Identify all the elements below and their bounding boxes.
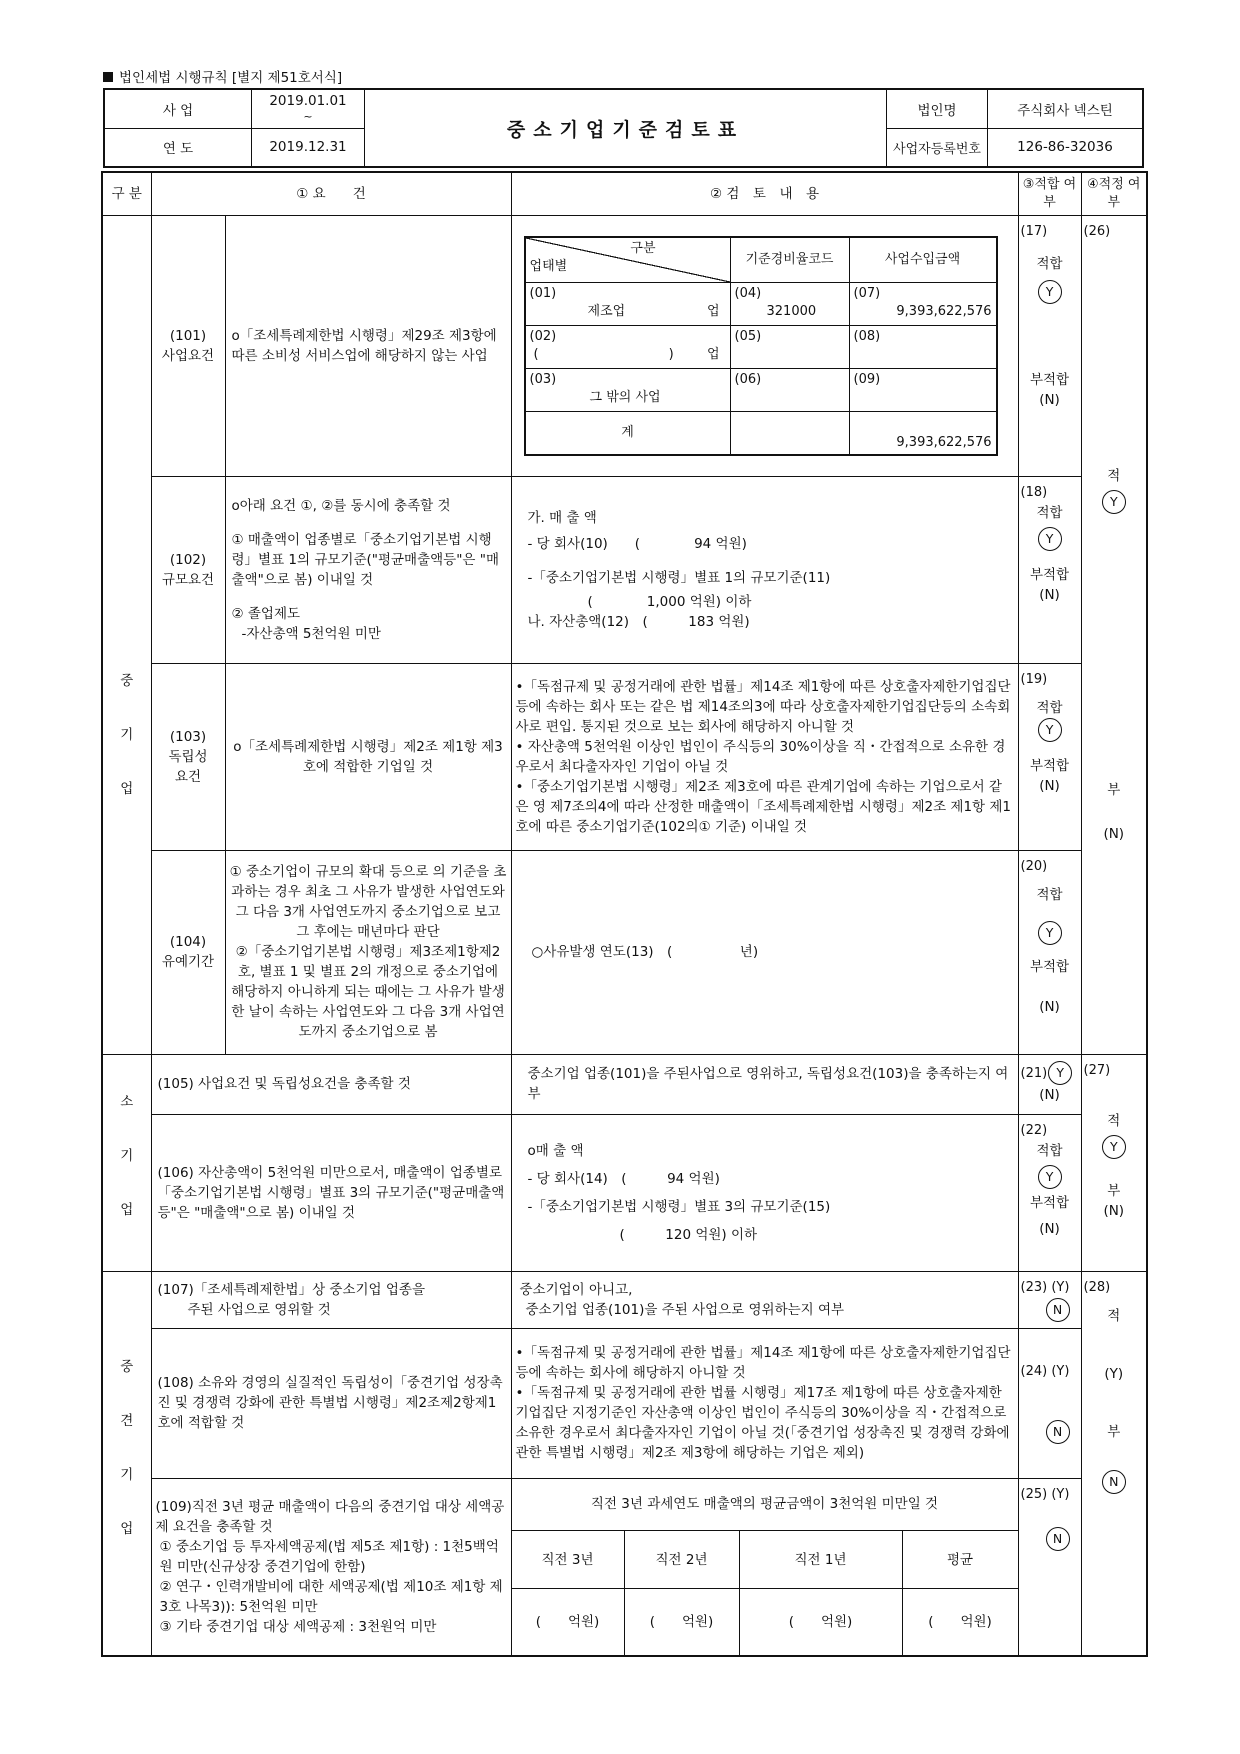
row109-fit: (25) (Y) N bbox=[1018, 1478, 1081, 1656]
row109-requirement: (109)직전 3년 평균 매출액이 다음의 중견기업 대상 세액공제 요건을 충족할 것 ① 중소기업 등 투자세액공제(법 제5조 제1항) : 1천5백억원 미만(신규상장 중견기업에 한함) ② 연구・인력개발비에 대한 세액공제(법 제10조 제1항 제3호 나목3)): 5천억원 미만 ③ 기타 중견기업 대상 세액공제 : 3천원억 미만 bbox=[151, 1478, 511, 1656]
reg-no-value: 126-86-32036 bbox=[988, 128, 1144, 167]
corp-name-label: 법인명 bbox=[887, 89, 988, 128]
form-caption: 법인세법 시행규칙 [별지 제51호서식] bbox=[103, 66, 342, 86]
yes-circle-icon: Y bbox=[1038, 527, 1062, 551]
period-start: 2019.01.01 ~ bbox=[252, 89, 365, 128]
row101-fit: (17) 적합 Y 부적합 (N) bbox=[1018, 215, 1081, 476]
col-category: 구 분 bbox=[102, 172, 151, 215]
square-bullet-icon bbox=[103, 72, 113, 82]
header-table bbox=[103, 88, 1144, 168]
industry-revenue-table: 구분 업태별 기준경비율코드 사업수입금액 (01) 제조업 업 (04) 321000 (07) 9,393,622,576 (02) ( ) 업 (05) (08) (03) 그 밖의 사업 (06) (09) 계 9,393,622,576 bbox=[524, 236, 998, 456]
row109-review bbox=[511, 1478, 1018, 1656]
row108-fit: (24) (Y) N bbox=[1018, 1328, 1081, 1478]
row106-fit: (22) 적합 Y 부적합 (N) bbox=[1018, 1114, 1081, 1271]
industry-row-1: (01) 제조업 업 bbox=[525, 282, 731, 325]
page-title: 중소기업기준검토표 bbox=[365, 89, 887, 167]
period-end: 2019.12.31 bbox=[252, 128, 365, 167]
section-mid: 중 견 기 업 bbox=[102, 1271, 151, 1656]
row103-review: •「독점규제 및 공정거래에 관한 법률」제14조 제1항에 따른 상호출자제한기업집단등에 속하는 회사 또는 같은 법 제14조의3에 따라 상호출자제한기업집단등의 소속회사로 편입. 통지된 것으로 보는 회사에 해당하지 아니할 것 • 자산총액 5천억원 이상인 법인이 주식등의 30%이상을 직・간접적으로 소유한 경우로서 최다출자자인 기업이 아닐 것 •「중소기업기본법 시행령」제2조 제3호에 따른 관계기업에 속하는 기업으로서 같은 영 제7조의4에 따라 산정한 매출액이「조세특례제한법 시행령」제2조 제1항 제1호에 따른 중소기업기준(102의① 기준) 이내일 것 bbox=[511, 663, 1018, 850]
avg-revenue-table: 직전 3년 과세연도 매출액의 평균금액이 3천억원 미만일 것 직전 3년 직전 2년 직전 1년 평균 ( 억원) ( 억원) ( 억원) ( 억원) bbox=[512, 1479, 1018, 1656]
row108-review: •「독점규제 및 공정거래에 관한 법률」제14조 제1항에 따른 상호출자제한기업집단등에 속하는 회사에 해당하지 아니할 것 •「독점규제 및 공정거래에 관한 법률 시행령」제17조 제1항에 따른 상호출자제한기업집단 지정기준인 자산총액 이상인 법인이 주식등의 30%이상을 직・간접적으로 소유한 경우로서 최다출자자인 기업이 아닐 것(「중견기업 성장촉진 및 경쟁력 강화에 관한 특별법 시행령」제2조 제3항에 해당하는 기업은 제외) bbox=[511, 1328, 1018, 1478]
mid-final-fit: (28) 적 (Y) 부 N bbox=[1081, 1271, 1147, 1656]
row101-label: (101) 사업요건 bbox=[151, 215, 225, 476]
row107-review: 중소기업이 아니고, 중소기업 업종(101)을 주된 사업으로 영위하는지 여부 bbox=[511, 1271, 1018, 1328]
row102-label: (102) 규모요건 bbox=[151, 476, 225, 663]
col-review: ② 검 토 내 용 bbox=[511, 172, 1018, 215]
no-circle-icon: N bbox=[1046, 1420, 1070, 1444]
yes-circle-icon: Y bbox=[1102, 490, 1126, 514]
yes-circle-icon: Y bbox=[1048, 1061, 1072, 1085]
col-fit: ③적합 여부 bbox=[1018, 172, 1081, 215]
col-fit-final: ④적정 여부 bbox=[1081, 172, 1147, 215]
review-table bbox=[101, 171, 1148, 1657]
row106-review: ο매 출 액 - 당 회사(14) ( 94 억원) -「중소기업기본법 시행령」별표 3의 규모기준(15) ( 120 억원) 이하 bbox=[511, 1114, 1018, 1271]
row104-fit: (20) 적합 Y 부적합 (N) bbox=[1018, 850, 1081, 1054]
reg-no-label: 사업자등록번호 bbox=[887, 128, 988, 167]
row106-requirement: (106) 자산총액이 5천억원 미만으로서, 매출액이 업종별로「중소기업기본법 시행령」별표 3의 규모기준("평균매출액등"은 "매출액"으로 봄) 이내일 것 bbox=[151, 1114, 511, 1271]
no-circle-icon: N bbox=[1102, 1470, 1126, 1494]
diag-header-cell: 구분 업태별 bbox=[525, 237, 731, 283]
row108-requirement: (108) 소유와 경영의 실질적인 독립성이「중견기업 성장촉진 및 경쟁력 강화에 관한 특별법 시행령」제2조제2항제1호에 적합할 것 bbox=[151, 1328, 511, 1478]
row103-requirement: ο「조세특례제한법 시행령」제2조 제1항 제3호에 적합한 기업일 것 bbox=[225, 663, 511, 850]
yes-circle-icon: Y bbox=[1038, 1165, 1062, 1189]
section-sme: 중 기 업 bbox=[102, 215, 151, 1054]
row105-requirement: (105) 사업요건 및 독립성요건을 충족할 것 bbox=[151, 1054, 511, 1114]
corp-name-value: 주식회사 넥스틴 bbox=[988, 89, 1144, 128]
row107-fit: (23) (Y) N bbox=[1018, 1271, 1081, 1328]
section-small: 소 기 업 bbox=[102, 1054, 151, 1271]
yes-circle-icon: Y bbox=[1102, 1135, 1126, 1159]
no-circle-icon: N bbox=[1046, 1298, 1070, 1322]
yes-circle-icon: Y bbox=[1038, 921, 1062, 945]
sme-final-fit: (26) 적 Y 부 (N) bbox=[1081, 215, 1147, 1054]
row101-review bbox=[511, 215, 1018, 476]
row102-review: 가. 매 출 액 - 당 회사(10) ( 94 억원) -「중소기업기본법 시행령」별표 1의 규모기준(11) ( 1,000 억원) 이하 나. 자산총액(12) ( 183 억원) bbox=[511, 476, 1018, 663]
industry-row-3: (03) 그 밖의 사업 bbox=[525, 368, 731, 411]
row103-fit: (19) 적합 Y 부적합 (N) bbox=[1018, 663, 1081, 850]
yes-circle-icon: Y bbox=[1038, 718, 1062, 742]
yes-circle-icon: Y bbox=[1038, 280, 1062, 304]
col-requirement: ① 요 건 bbox=[151, 172, 511, 215]
row101-requirement: ο「조세특례제한법 시행령」제29조 제3항에 따른 소비성 서비스업에 해당하지 않는 사업 bbox=[225, 215, 511, 476]
row105-fit: (21) Y (N) bbox=[1018, 1054, 1081, 1114]
row103-label: (103) 독립성 요건 bbox=[151, 663, 225, 850]
year-label-bottom: 연 도 bbox=[104, 128, 252, 167]
row102-fit: (18) 적합 Y 부적합 (N) bbox=[1018, 476, 1081, 663]
row105-review: 중소기업 업종(101)을 주된사업으로 영위하고, 독립성요건(103)을 충족하는지 여부 bbox=[511, 1054, 1018, 1114]
row107-requirement: (107)「조세특례제한법」상 중소기업 업종을 주된 사업으로 영위할 것 bbox=[151, 1271, 511, 1328]
row104-review: ○사유발생 연도(13) ( 년) bbox=[511, 850, 1018, 1054]
no-circle-icon: N bbox=[1046, 1527, 1070, 1551]
row102-requirement: ο아래 요건 ①, ②를 동시에 충족할 것 ① 매출액이 업종별로「중소기업기본법 시행령」별표 1의 규모기준("평균매출액등"은 "매출액"으로 봄) 이내일 것 ② 졸업제도 -자산총액 5천억원 미만 bbox=[225, 476, 511, 663]
industry-row-2: (02) ( ) 업 bbox=[525, 325, 731, 368]
small-final-fit: (27) 적 Y 부 (N) bbox=[1081, 1054, 1147, 1271]
row104-label: (104) 유예기간 bbox=[151, 850, 225, 1054]
year-label-top: 사 업 bbox=[104, 89, 252, 128]
row104-requirement: ① 중소기업이 규모의 확대 등으로 의 기준을 초과하는 경우 최초 그 사유가 발생한 사업연도와 그 다음 3개 사업연도까지 중소기업으로 보고 그 후에는 매년마다 판단 ②「중소기업기본법 시행령」제3조제1항제2호, 별표 1 및 별표 2의 개정으로 중소기업에 해당하지 아니하게 되는 때에는 그 사유가 발생한 날이 속하는 사업연도와 그 다음 3개 사업연도까지 중소기업으로 봄 bbox=[225, 850, 511, 1054]
